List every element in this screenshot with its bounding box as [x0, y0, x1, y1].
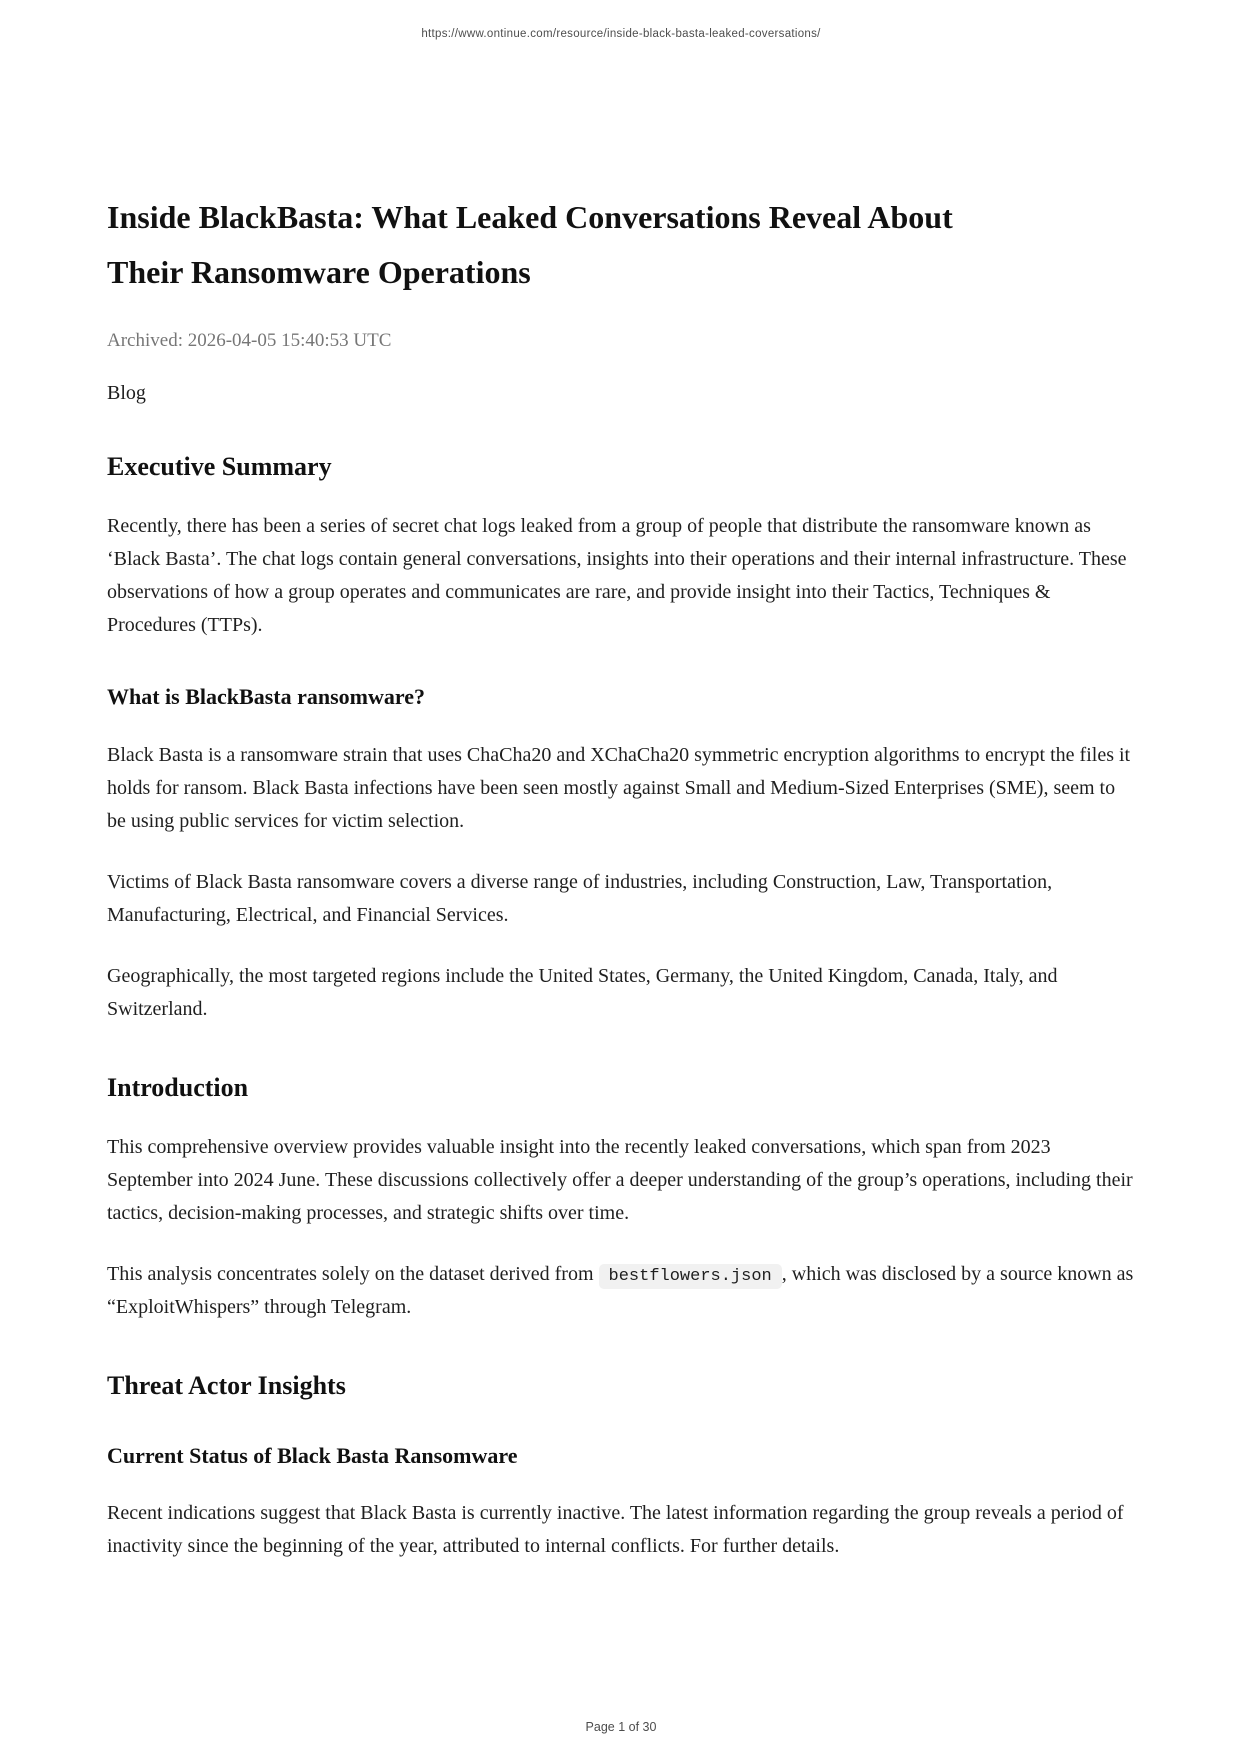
- page-number: Page 1 of 30: [585, 1720, 657, 1734]
- article-body: [0, 190, 1242, 1563]
- heading-threat-actor-insights: Threat Actor Insights: [107, 1370, 346, 1400]
- heading-current-status: Current Status of Black Basta Ransomware: [107, 1443, 518, 1469]
- dataset-text-post: , which was disclosed by a source known as “ExploitWhispers” through Telegram.: [107, 1262, 1134, 1318]
- heading-what-is-blackbasta: What is BlackBasta ransomware?: [107, 684, 425, 710]
- paragraph-targeted-regions: Geographically, the most targeted regions include the United States, Germany, the United Kingdom, Canada, Italy, and Switzerland.: [107, 964, 1058, 1020]
- dataset-text-pre: This analysis concentrates solely on the dataset derived from: [107, 1262, 599, 1285]
- heading-executive-summary: Executive Summary: [107, 452, 332, 482]
- paragraph-victims-industries: Victims of Black Basta ransomware covers a diverse range of industries, including Construction, Law, Transportation, Manufacturing, Electrical, and Financial Services.: [107, 870, 1053, 926]
- inline-code-filename: bestflowers.json: [599, 1264, 782, 1289]
- category-label: Blog: [107, 382, 146, 405]
- archived-timestamp: Archived: 2026-04-05 15:40:53 UTC: [107, 330, 392, 352]
- archive-url: https://www.ontinue.com/resource/inside-black-basta-leaked-coversations/: [421, 28, 821, 40]
- paragraph-current-status: Recent indications suggest that Black Basta is currently inactive. The latest information regarding the group reveals a period of inactivity since the beginning of the year, attributed to internal conflicts. For further details.: [107, 1502, 1124, 1558]
- page-title: Inside BlackBasta: What Leaked Conversations Reveal About Their Ransomware Operations: [107, 199, 953, 291]
- paragraph-ransomware-strain: Black Basta is a ransomware strain that uses ChaCha20 and XChaCha20 symmetric encryption algorithms to encrypt the files it holds for ransom. Black Basta infections have been seen mostly against Small and Medium-Sized Enterprises (SME), seem to be using public services for victim selection.: [107, 743, 1131, 832]
- paragraph-dataset-source: [107, 1258, 1135, 1324]
- heading-introduction: Introduction: [107, 1072, 249, 1102]
- paragraph-executive-summary: Recently, there has been a series of secret chat logs leaked from a group of people that distribute the ransomware known as ‘Black Basta’. The chat logs contain general conversations, insights into their operations and their internal infrastructure. These observations of how a group operates and communicates are rare, and provide insight into their Tactics, Techniques & Procedures (TTPs).: [107, 515, 1127, 637]
- paragraph-overview-span: This comprehensive overview provides valuable insight into the recently leaked conversations, which span from 2023 September into 2024 June. These discussions collectively offer a deeper understanding of the group’s operations, including their tactics, decision-making processes, and strategic shifts over time.: [107, 1135, 1133, 1224]
- page-footer: [0, 1720, 1242, 1734]
